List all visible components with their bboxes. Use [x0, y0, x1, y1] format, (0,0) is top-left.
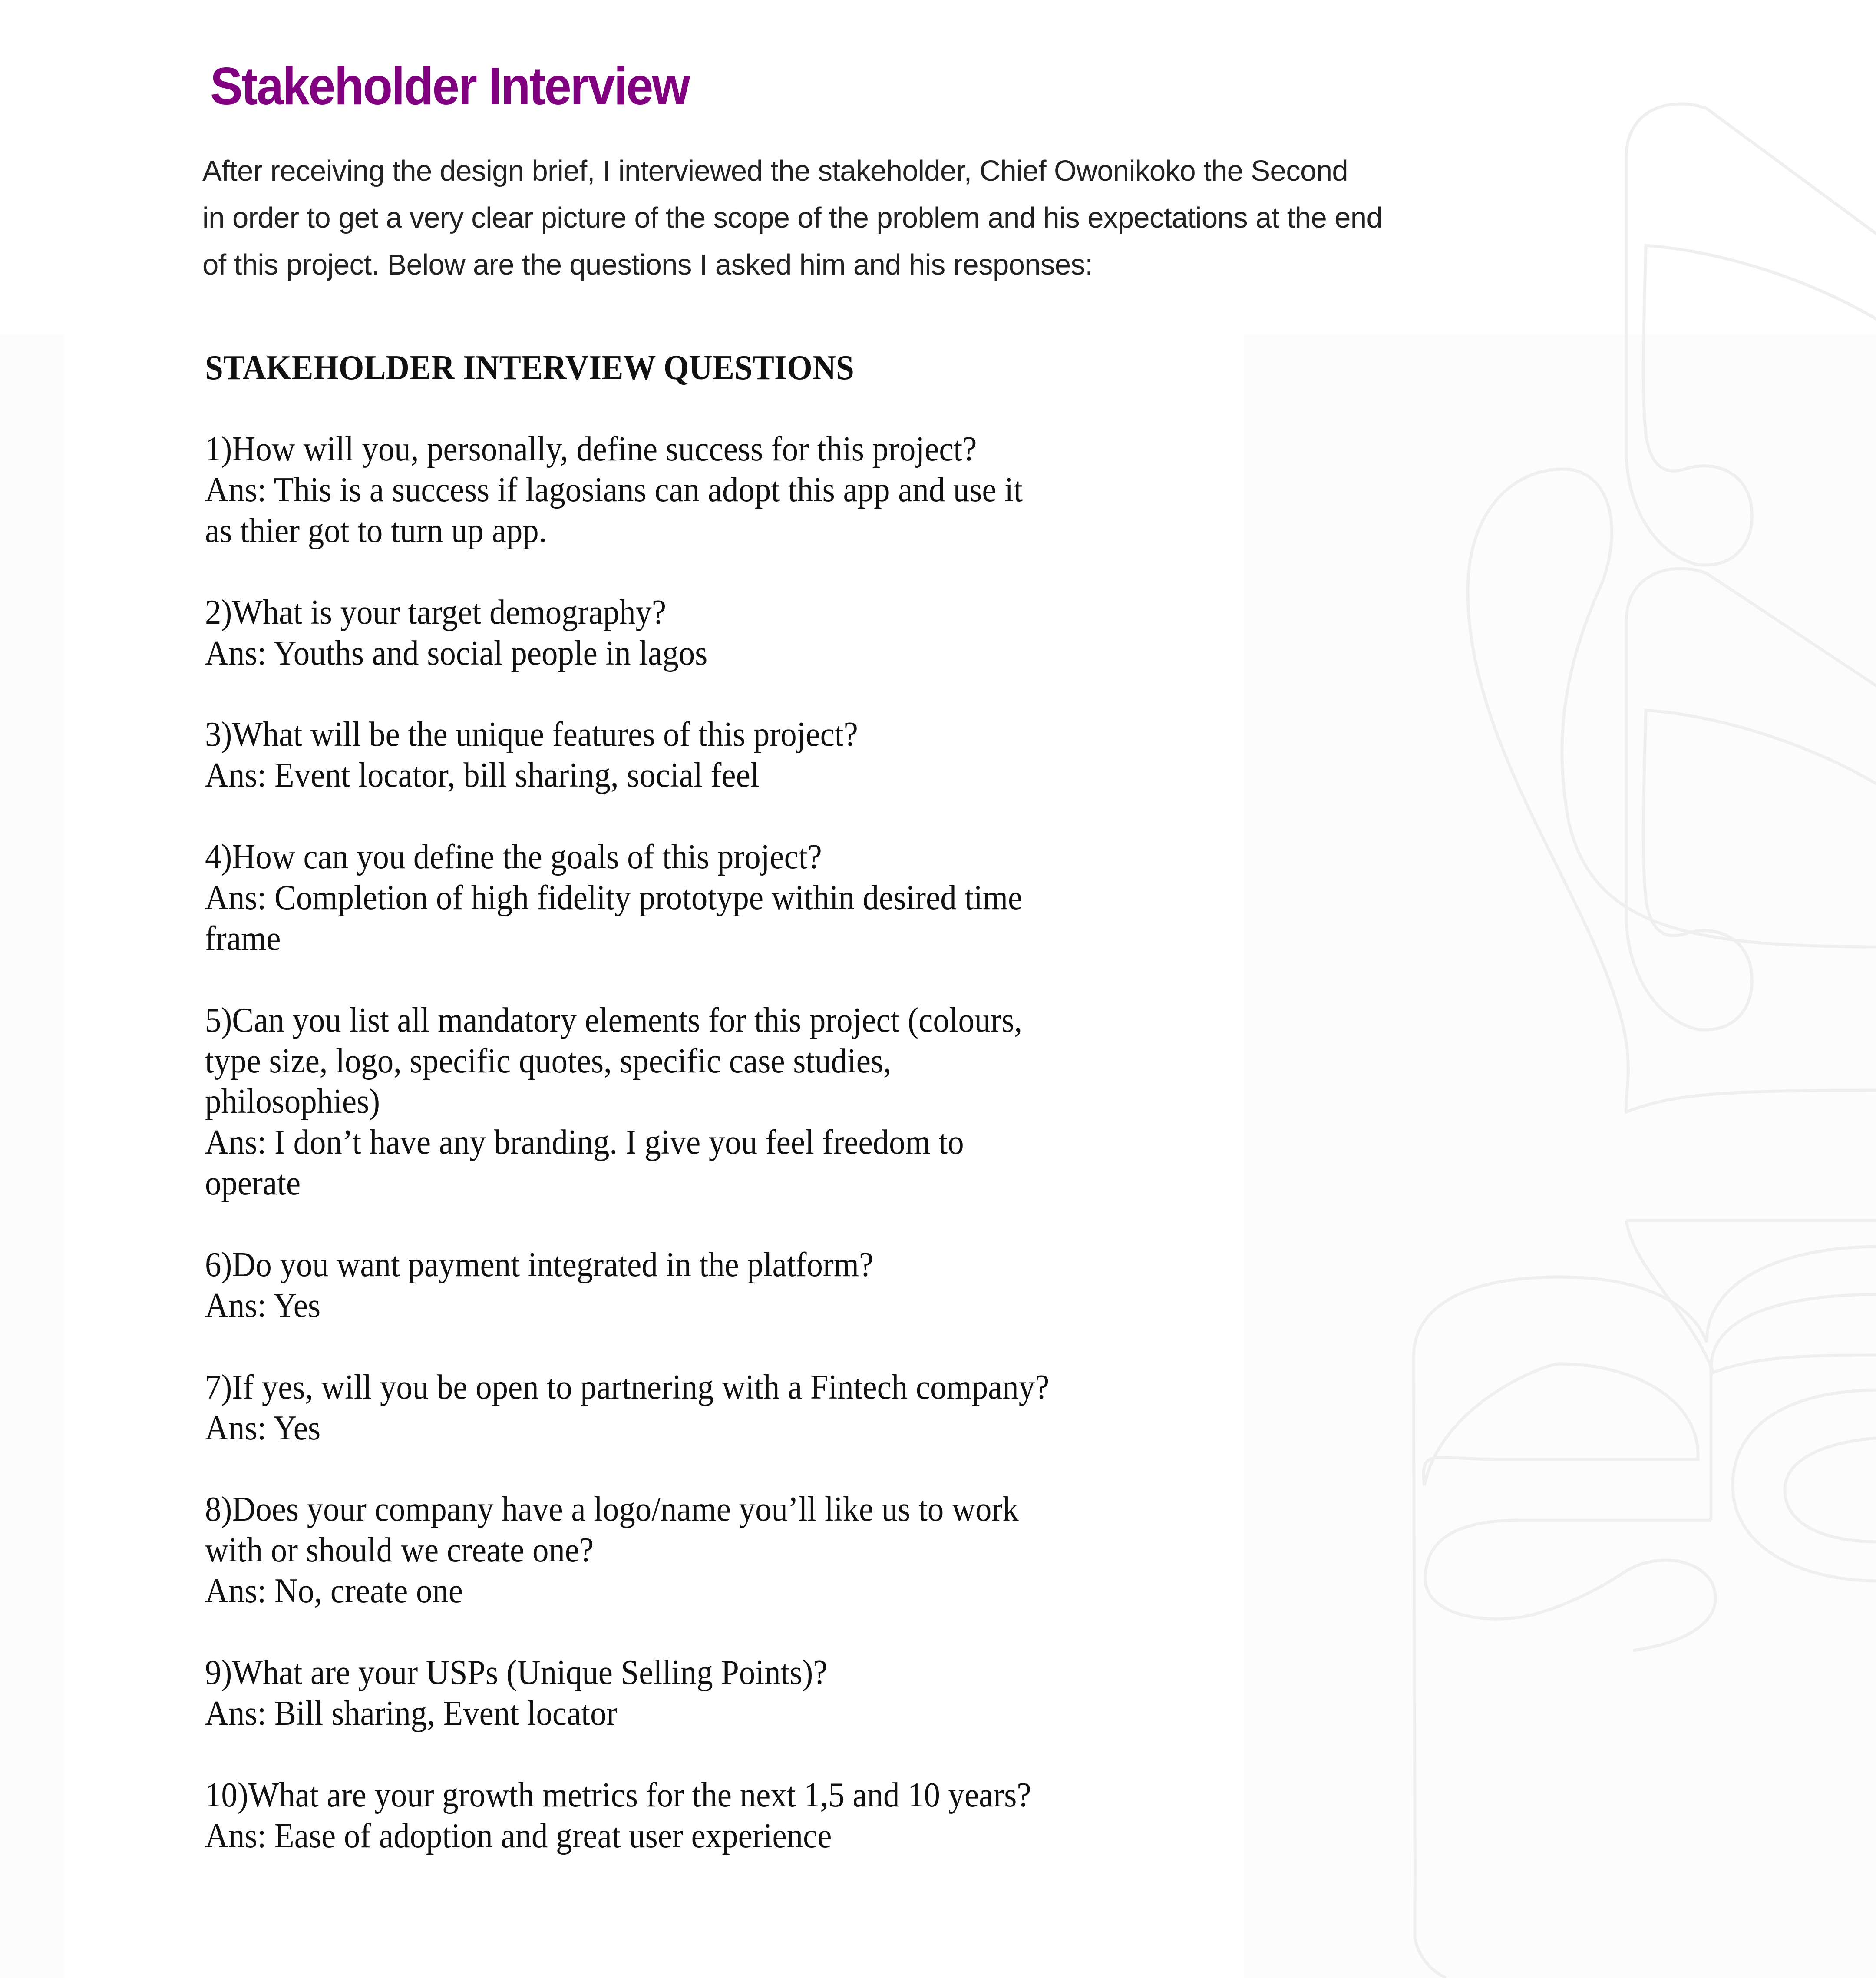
qa-item: [205, 837, 1049, 959]
watermark-shape: [1626, 569, 1876, 1030]
question-line: operate: [205, 1164, 301, 1203]
question-line: 3)What will be the unique features of this project?: [205, 715, 858, 754]
watermark-shape: [1733, 1390, 1876, 1581]
qa-item: [205, 1367, 1049, 1449]
intro-paragraph: [202, 148, 1549, 288]
question-line: 5)Can you list all mandatory elements for this project (colours,: [205, 1001, 1023, 1039]
qa-item: [205, 1653, 1049, 1734]
question-line: philosophies): [205, 1082, 380, 1121]
question-line: 2)What is your target demography?: [205, 593, 667, 632]
answer-line: Ans: I don’t have any branding. I give you feel freedom to: [205, 1123, 964, 1162]
question-line: 4)How can you define the goals of this project?: [205, 838, 822, 877]
scanned-questionnaire: [64, 334, 1244, 1978]
watermark-shape: [1468, 469, 1876, 1112]
watermark-shape: [1424, 1364, 1698, 1485]
answer-line: Ans: This is a success if lagosians can adopt this app and use it: [205, 470, 1023, 509]
answer-line: Ans: Bill sharing, Event locator: [205, 1694, 618, 1733]
intro-line: in order to get a very clear picture of the scope of the problem and his expectations at the end: [202, 202, 1383, 234]
watermark-shape: [1425, 1294, 1876, 1651]
page-title: Stakeholder Interview: [210, 56, 689, 116]
question-line: with or should we create one?: [205, 1531, 594, 1570]
questionnaire-heading: STAKEHOLDER INTERVIEW QUESTIONS: [205, 349, 854, 387]
answer-line: Ans: No, create one: [205, 1572, 463, 1611]
answer-line: Ans: Ease of adoption and great user experience: [205, 1816, 832, 1855]
qa-item: [205, 714, 1049, 796]
answer-line: Ans: Youths and social people in lagos: [205, 634, 708, 672]
question-line: 9)What are your USPs (Unique Selling Points)?: [205, 1654, 828, 1692]
intro-line: of this project. Below are the questions I asked him and his responses:: [202, 248, 1093, 281]
qa-item: [205, 1000, 1049, 1204]
question-line: 1)How will you, personally, define success for this project?: [205, 430, 977, 468]
answer-line: Ans: Completion of high fidelity prototype within desired time: [205, 878, 1023, 917]
qa-item: [205, 592, 1049, 674]
watermark-shape: [1414, 1247, 1876, 1978]
watermark-shape: [1626, 1221, 1876, 1373]
intro-line: After receiving the design brief, I interviewed the stakeholder, Chief Owonikoko the Second: [202, 155, 1348, 187]
qa-list: [205, 429, 1049, 1897]
answer-line: Ans: Event locator, bill sharing, social feel: [205, 756, 760, 795]
question-line: 7)If yes, will you be open to partnering with a Fintech company?: [205, 1368, 1050, 1406]
question-line: 8)Does your company have a logo/name you’ll like us to work: [205, 1490, 1019, 1529]
question-line: as thier got to turn up app.: [205, 511, 547, 550]
qa-item: [205, 1245, 1049, 1326]
qa-item: [205, 429, 1049, 552]
question-line: frame: [205, 919, 281, 958]
qa-item: [205, 1489, 1049, 1612]
qa-item: [205, 1775, 1049, 1857]
question-line: 6)Do you want payment integrated in the platform?: [205, 1246, 874, 1284]
question-line: type size, logo, specific quotes, specific case studies,: [205, 1042, 892, 1080]
answer-line: Ans: Yes: [205, 1409, 321, 1447]
answer-line: Ans: Yes: [205, 1286, 321, 1325]
question-line: 10)What are your growth metrics for the next 1,5 and 10 years?: [205, 1776, 1031, 1814]
